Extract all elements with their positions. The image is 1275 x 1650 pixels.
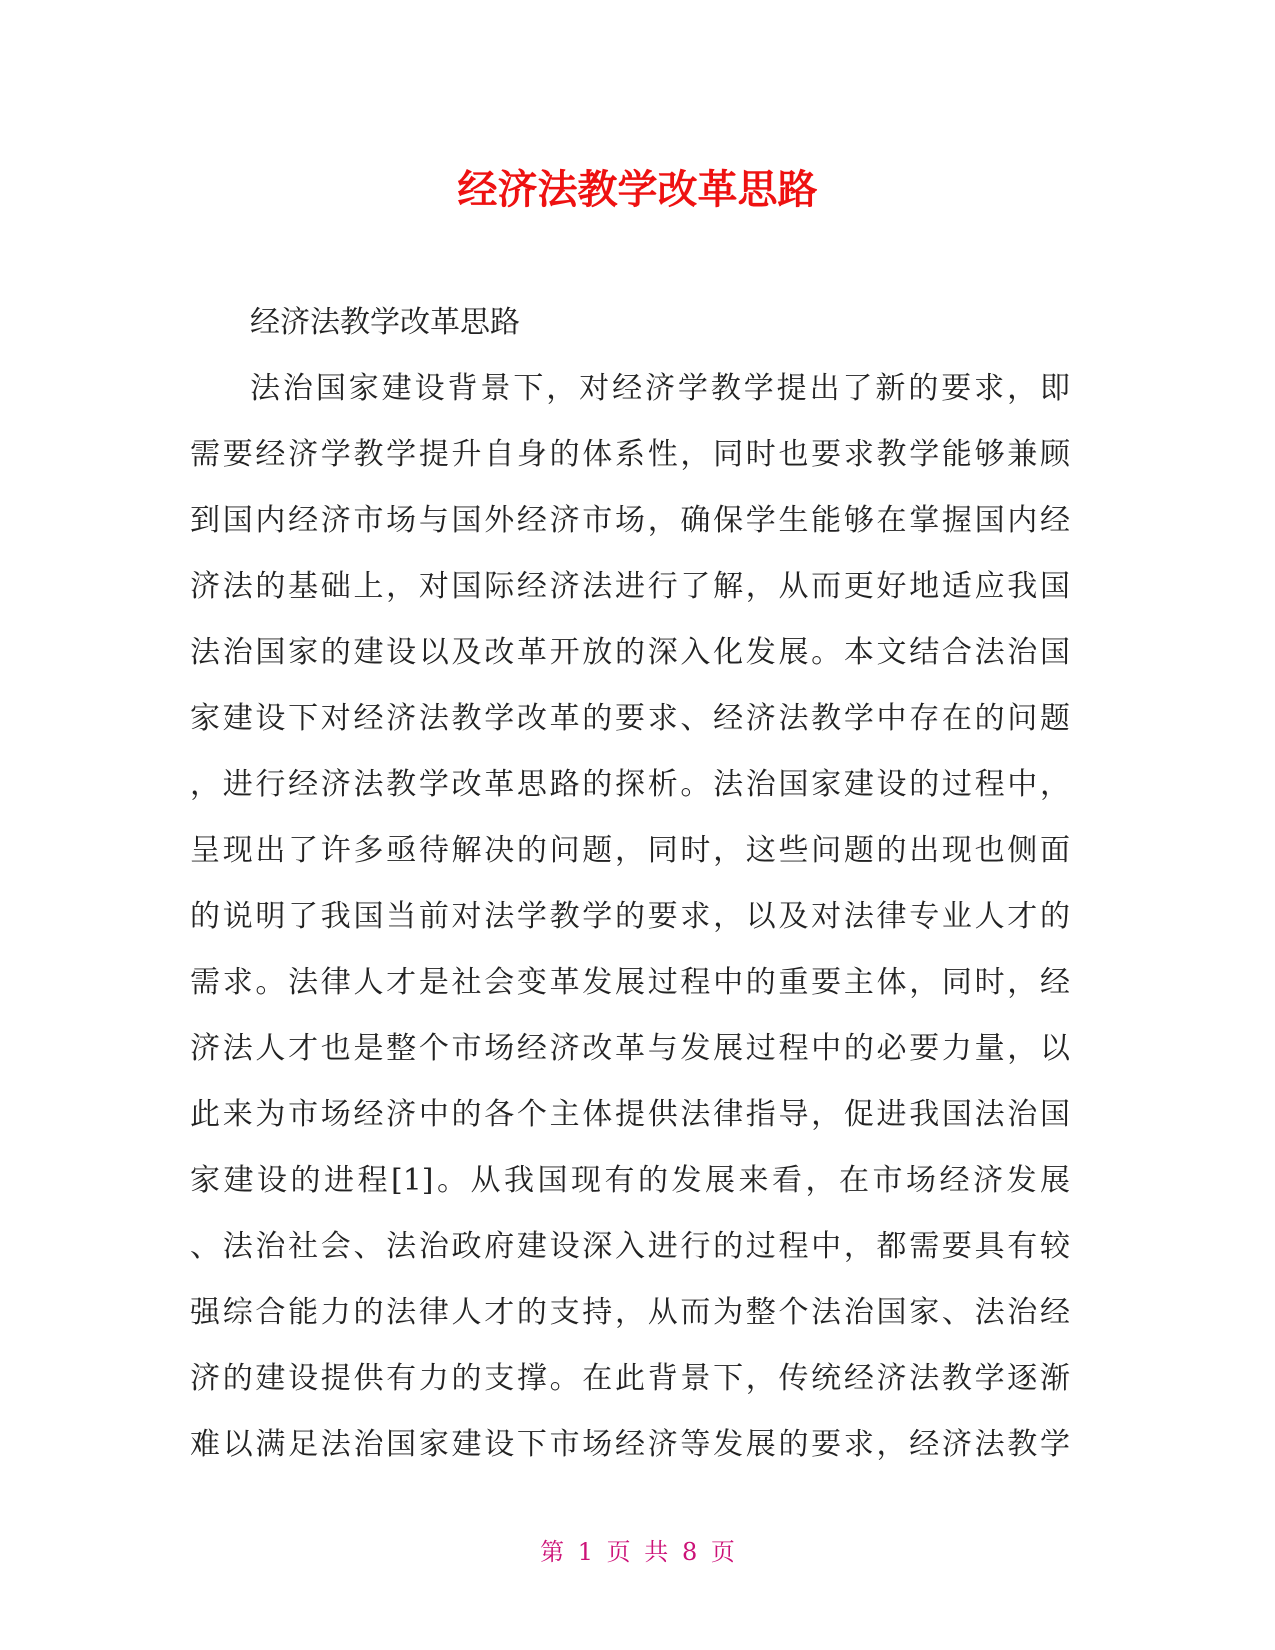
paragraph-line: 需要经济学教学提升自身的体系性，同时也要求教学能够兼顾 [190, 437, 1070, 472]
paragraph-line: 的说明了我国当前对法学教学的要求，以及对法律专业人才的 [190, 899, 1070, 934]
document-title: 经济法教学改革思路 [457, 167, 818, 213]
paragraph-line: 济的建设提供有力的支撑。在此背景下，传统经济法教学逐渐 [190, 1361, 1070, 1396]
document-body [190, 290, 1070, 1478]
paragraph-line: 济法的基础上，对国际经济法进行了解，从而更好地适应我国 [190, 569, 1070, 604]
paragraph-line: 难以满足法治国家建设下市场经济等发展的要求，经济法教学 [190, 1427, 1070, 1462]
paragraph-line: 强综合能力的法律人才的支持，从而为整个法治国家、法治经 [190, 1295, 1070, 1330]
body-subtitle: 经济法教学改革思路 [250, 305, 520, 340]
paragraph-line: ，进行经济法教学改革思路的探析。法治国家建设的过程中， [190, 767, 1070, 802]
paragraph-line: 家建设的进程[1]。从我国现有的发展来看，在市场经济发展 [190, 1163, 1070, 1198]
paragraph-line: 、法治社会、法治政府建设深入进行的过程中，都需要具有较 [190, 1229, 1070, 1264]
paragraph-line: 到国内经济市场与国外经济市场，确保学生能够在掌握国内经 [190, 503, 1070, 538]
page-indicator: 第 1 页 共 8 页 [540, 1538, 735, 1566]
paragraph-line: 家建设下对经济法教学改革的要求、经济法教学中存在的问题 [190, 701, 1070, 736]
paragraph-line: 法治国家的建设以及改革开放的深入化发展。本文结合法治国 [190, 635, 1070, 670]
paragraph-line: 济法人才也是整个市场经济改革与发展过程中的必要力量，以 [190, 1031, 1070, 1066]
paragraph-line: 呈现出了许多亟待解决的问题，同时，这些问题的出现也侧面 [190, 833, 1070, 868]
paragraph-line: 此来为市场经济中的各个主体提供法律指导，促进我国法治国 [190, 1097, 1070, 1132]
paragraph-line: 需求。法律人才是社会变革发展过程中的重要主体，同时，经 [190, 965, 1070, 1000]
paragraph-line: 法治国家建设背景下，对经济学教学提出了新的要求，即 [250, 371, 1070, 406]
